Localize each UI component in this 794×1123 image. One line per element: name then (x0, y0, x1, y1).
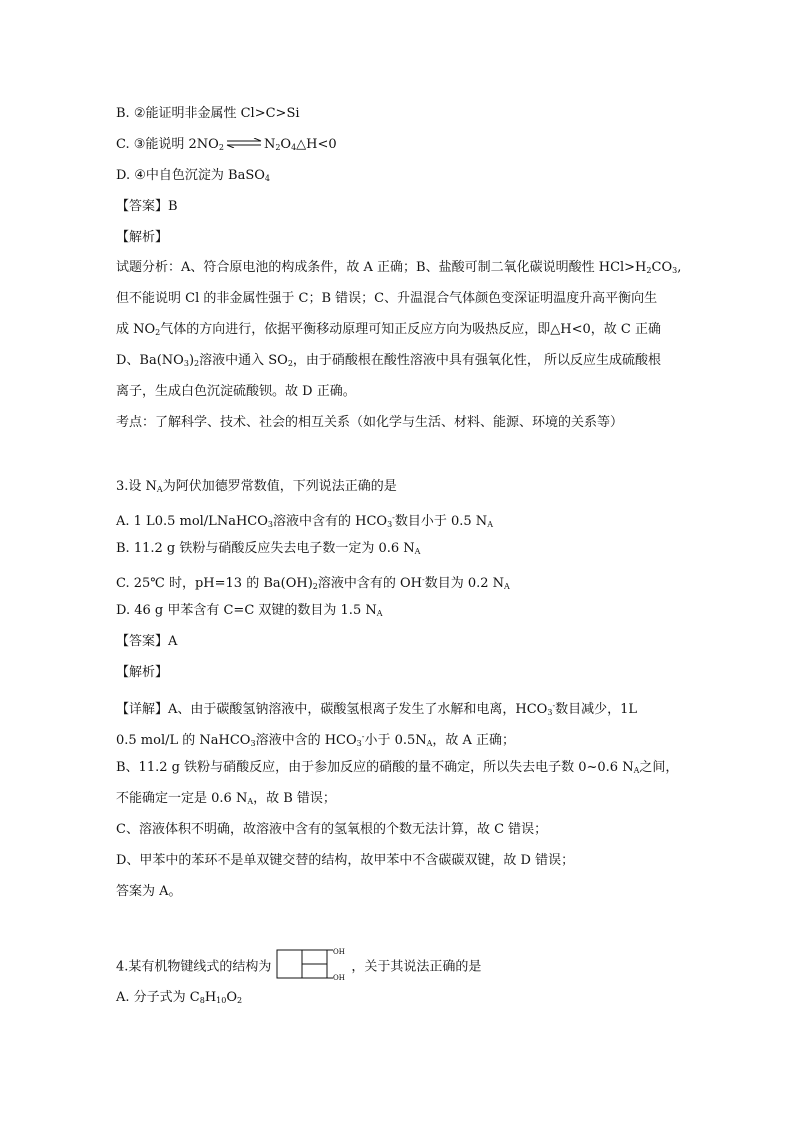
analysis-label-2: 【解析】 (116, 665, 169, 680)
detail-line-7: 答案为 A。 (116, 884, 182, 899)
analysis1-line-5: 离子，生成白色沉淀硫酸钡。故 D 正确。 (116, 384, 356, 399)
question-3: 3.设 $N_A$为阿伏加德罗常数值，下列说法正确的是 (116, 479, 397, 494)
detail-line-6: D、甲苯中的苯环不是单双键交替的结构，故甲苯中不含碳碳双键，故 D 错误； (116, 853, 575, 868)
detail-line-4: 不能确定一定是 0.6 $N_A$，故 B 错误； (116, 791, 336, 806)
equilibrium-arrow-icon (226, 138, 262, 148)
q3-option-c: C. 25℃ 时，pH=13 的 $Ba(OH)_2$溶液中含有的 OH-数目为 0.2 $N_A$ (116, 575, 510, 591)
analysis1-line-6: 考点：了解科学、技术、社会的相互关系（如化学与生活、材料、能源、环境的关系等） (116, 415, 624, 430)
q4-option-a: A. 分子式为 $C_8H_{10}O_2$ (116, 990, 243, 1005)
option-d: D. ④中自色沉淀为 BaSO$_4$ (116, 168, 270, 183)
option-b: B. ②能证明非金属性 Cl>C>Si (116, 106, 300, 121)
analysis-label-1: 【解析】 (116, 230, 169, 245)
detail-line-1: 【详解】A、由于碳酸氢钠溶液中，碳酸氢根离子发生了水解和电离，$HCO_3^-$数目减少，1L (116, 701, 638, 717)
q3-option-d: D. 46 g 甲苯含有 C=C 双键的数目为 1.5 $N_A$ (116, 603, 383, 618)
answer-label-1: 【答案】B (116, 199, 178, 214)
analysis1-line-2: 但不能说明 Cl 的非金属性强于 C；B 错误；C、升温混合气体颜色变深证明温度升高平衡向生 (116, 291, 658, 306)
question-4: 4.某有机物键线式的结构为 OH OH ，关于其说法正确的是 (116, 948, 481, 986)
answer-label-2: 【答案】A (116, 634, 178, 649)
option-c: C. ③能说明 $2NO_2$ $N_2O_4\triangle H<0$ (116, 137, 337, 152)
detail-line-3: B、11.2 g 铁粉与硝酸反应，由于参加反应的硝酸的量不确定，所以失去电子数 0~0.6 $N_A$之间， (116, 760, 679, 775)
detail-line-2: 0.5 mol/L 的 NaHCO$_3$溶液中含的 $HCO_3^-$小于 $0.5N_A$，故 A 正确； (116, 732, 516, 748)
q3-option-b: B. 11.2 g 铁粉与硝酸反应失去电子数一定为 0.6 $N_A$ (116, 541, 421, 556)
analysis1-line-1: 试题分析：A、符合原电池的构成条件，故 A 正确；B、盐酸可制二氧化碳说明酸性 $HCl>H_2CO_3$, (116, 260, 682, 275)
analysis1-line-3: 成 $NO_2$气体的方向进行，依据平衡移动原理可知正反应方向为吸热反应，即△H<0，故 C 正确 (116, 322, 661, 337)
svg-text:OH: OH (333, 948, 346, 956)
svg-text:OH: OH (333, 974, 346, 980)
detail-line-5: C、溶液体积不明确，故溶液中含有的氢氧根的个数无法计算，故 C 错误； (116, 822, 548, 837)
q3-option-a: A. 1 L0.5 mol/LNaHCO$_3$溶液中含有的 $HCO_3^-$数目小于 0.5 $N_A$ (116, 513, 493, 529)
structure-diagram-icon (275, 948, 347, 986)
analysis1-line-4: D、$Ba(NO_3)_2$溶液中通入 $SO_2$，由于硝酸根在酸性溶液中具有强氧化性， 所以反应生成硫酸根 (116, 353, 662, 368)
